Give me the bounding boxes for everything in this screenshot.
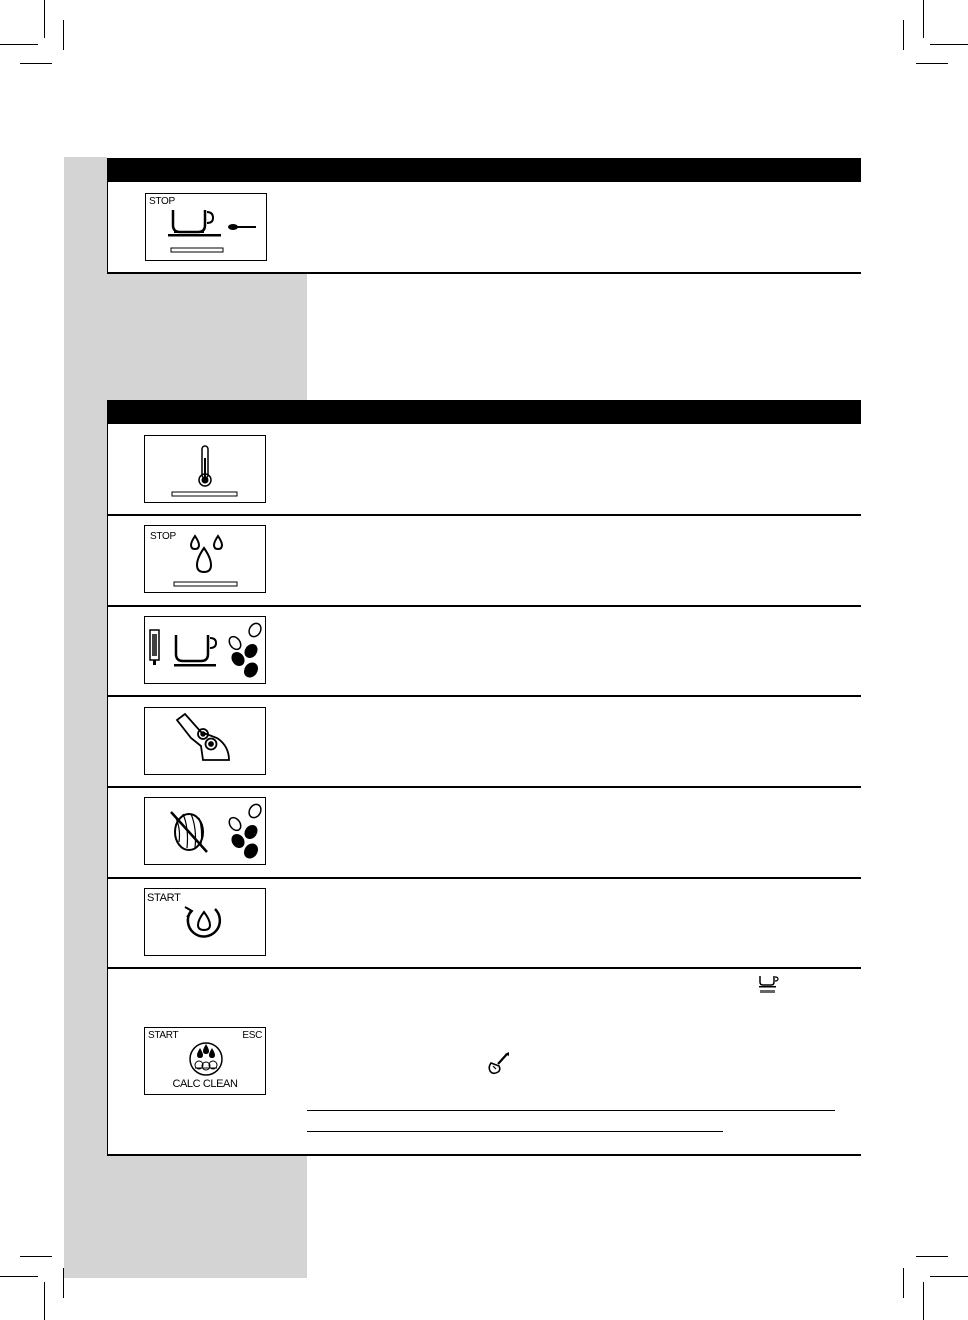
display-no-ground-coffee <box>144 797 266 865</box>
crop-mark <box>63 20 64 50</box>
crop-mark <box>916 63 948 64</box>
thermometer-icon <box>199 446 211 486</box>
crop-mark <box>903 20 904 50</box>
row-divider <box>107 272 861 274</box>
spoon-icon <box>228 224 256 230</box>
descale-icon <box>190 1043 222 1075</box>
cup-icon <box>176 635 216 661</box>
display-start-label: START <box>148 1030 179 1041</box>
crop-mark <box>44 0 45 38</box>
display-descaling <box>144 1027 266 1095</box>
gray-block-top <box>107 274 307 400</box>
display-filter-cup-beans <box>144 616 266 684</box>
crop-mark <box>20 63 52 64</box>
crop-mark <box>903 1268 904 1298</box>
display-esc-label: ESC <box>242 1030 262 1041</box>
crop-mark <box>0 44 38 45</box>
water-drops-icon <box>191 536 222 572</box>
section-header-bar <box>107 158 861 182</box>
circuit-refill-icon <box>185 907 220 936</box>
coffee-beans-icon <box>227 621 263 680</box>
crop-mark <box>20 1256 52 1257</box>
brew-group-icon <box>177 714 229 760</box>
brush-icon <box>485 1051 511 1077</box>
display-milk-froth <box>145 193 267 261</box>
cup-icon <box>173 210 213 232</box>
underline-rule <box>307 1131 723 1132</box>
row-divider <box>107 1154 861 1156</box>
section-header-bar <box>107 400 861 424</box>
coffee-beans-icon <box>227 802 263 861</box>
table-border <box>107 182 108 273</box>
display-calc-clean-caption: CALC CLEAN <box>172 1078 238 1090</box>
display-heating <box>144 435 266 503</box>
crop-mark <box>923 0 924 38</box>
row-divider <box>107 877 861 879</box>
row-divider <box>107 695 861 697</box>
table-border <box>107 424 108 1155</box>
row-divider <box>107 967 861 969</box>
crop-mark <box>930 44 968 45</box>
crop-mark <box>44 1282 45 1320</box>
display-water-circuit <box>144 888 266 956</box>
display-brew-group <box>144 707 266 775</box>
display-stop-label: STOP <box>149 196 175 207</box>
gray-block-bottom <box>107 1156 307 1278</box>
display-hot-water <box>144 525 266 593</box>
crop-mark <box>916 1256 948 1257</box>
filter-icon <box>150 630 159 665</box>
crossed-powder-icon <box>171 812 207 852</box>
memo-cup-icon <box>757 974 781 996</box>
side-strip <box>64 157 107 1278</box>
display-start-label: START <box>147 892 181 904</box>
crop-mark <box>930 1276 968 1277</box>
row-divider <box>107 605 861 607</box>
row-divider <box>107 786 861 788</box>
crop-mark <box>0 1276 38 1277</box>
display-stop-label: STOP <box>150 531 176 542</box>
underline-rule <box>307 1110 835 1111</box>
crop-mark <box>923 1282 924 1320</box>
row-divider <box>107 514 861 516</box>
